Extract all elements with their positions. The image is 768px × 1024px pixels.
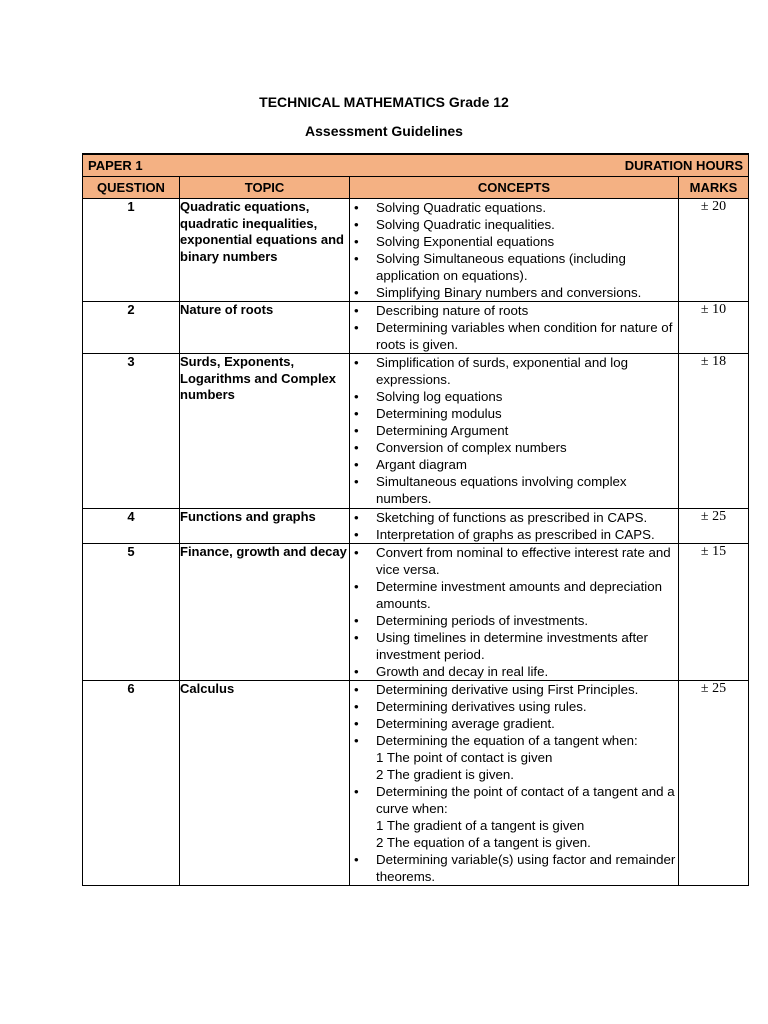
concept-item: • Determining average gradient. — [350, 715, 678, 732]
document-subtitle: Assessment Guidelines — [305, 123, 463, 139]
concept-text: Determining the point of contact of a tangent and a curve when: — [376, 784, 675, 816]
concept-subitem: 2 The gradient is given. — [376, 767, 514, 782]
table-row-q3 — [83, 354, 749, 509]
concept-item: • Determining Argument — [350, 422, 678, 439]
column-header-marks: MARKS — [679, 177, 749, 199]
marks-cell: ± 20 — [679, 199, 749, 302]
marks-cell: ± 25 — [679, 681, 749, 886]
table-row-q6 — [83, 681, 749, 886]
concept-item: • Sketching of functions as prescribed in CAPS. — [350, 509, 678, 526]
topic-cell: Surds, Exponents, Logarithms and Complex numbers — [180, 354, 350, 509]
marks-cell: ± 15 — [679, 544, 749, 681]
concept-item: • Convert from nominal to effective interest rate and vice versa. — [350, 544, 678, 578]
concepts-cell — [350, 509, 679, 544]
concept-item: • Using timelines in determine investments after investment period. — [350, 629, 678, 663]
concepts-cell — [350, 544, 679, 681]
concept-item: • Simplification of surds, exponential and log expressions. — [350, 354, 678, 388]
marks-cell: ± 18 — [679, 354, 749, 509]
concept-item: • Determining derivative using First Principles. — [350, 681, 678, 698]
topic-cell: Nature of roots — [180, 302, 350, 354]
question-number: 2 — [83, 302, 180, 354]
concept-item: • Determining modulus — [350, 405, 678, 422]
concepts-cell — [350, 302, 679, 354]
topic-cell: Quadratic equations, quadratic inequalities, exponential equations and binary numbers — [180, 199, 350, 302]
paper-header-row — [83, 154, 749, 177]
question-number: 4 — [83, 509, 180, 544]
topic-cell: Calculus — [180, 681, 350, 886]
concept-item: • Conversion of complex numbers — [350, 439, 678, 456]
concept-item: • Determining variables when condition for nature of roots is given. — [350, 319, 678, 353]
concept-item: • Describing nature of roots — [350, 302, 678, 319]
marks-cell: ± 10 — [679, 302, 749, 354]
column-header-topic: TOPIC — [180, 177, 350, 199]
concept-item: • Solving log equations — [350, 388, 678, 405]
question-number: 3 — [83, 354, 180, 509]
column-header-question: QUESTION — [83, 177, 180, 199]
question-number: 5 — [83, 544, 180, 681]
concept-item: • Solving Exponential equations — [350, 233, 678, 250]
concept-text: Determining the equation of a tangent when: — [376, 733, 638, 748]
marks-cell: ± 25 — [679, 509, 749, 544]
concept-item: • Determining derivatives using rules. — [350, 698, 678, 715]
concept-item: • Simultaneous equations involving complex numbers. — [350, 473, 678, 507]
table-row-q4 — [83, 509, 749, 544]
duration-label: DURATION HOURS — [624, 158, 743, 173]
question-number: 1 — [83, 199, 180, 302]
question-number: 6 — [83, 681, 180, 886]
concept-item: • Solving Simultaneous equations (including application on equations). — [350, 250, 678, 284]
concept-item: • Determining variable(s) using factor and remainder theorems. — [350, 851, 678, 885]
concept-item: • Determine investment amounts and depreciation amounts. — [350, 578, 678, 612]
paper-label: PAPER 1 — [88, 158, 143, 173]
concept-subitem: 2 The equation of a tangent is given. — [376, 835, 591, 850]
concept-item: • Solving Quadratic inequalities. — [350, 216, 678, 233]
column-header-concepts: CONCEPTS — [350, 177, 679, 199]
concept-item — [350, 783, 678, 851]
column-header-row — [83, 177, 749, 199]
concept-item: • Solving Quadratic equations. — [350, 199, 678, 216]
concept-item: • Growth and decay in real life. — [350, 663, 678, 680]
concept-item: • Interpretation of graphs as prescribed in CAPS. — [350, 526, 678, 543]
concepts-cell — [350, 354, 679, 509]
concept-subitem: 1 The gradient of a tangent is given — [376, 818, 585, 833]
table-row-q5 — [83, 544, 749, 681]
topic-cell: Functions and graphs — [180, 509, 350, 544]
concept-item: • Determining periods of investments. — [350, 612, 678, 629]
assessment-table — [82, 153, 749, 886]
table-row-q1 — [83, 199, 749, 302]
table-row-q2 — [83, 302, 749, 354]
topic-cell: Finance, growth and decay — [180, 544, 350, 681]
concept-item: • Argant diagram — [350, 456, 678, 473]
document-title: TECHNICAL MATHEMATICS Grade 12 — [259, 94, 509, 110]
concept-item — [350, 732, 678, 783]
concepts-cell — [350, 681, 679, 886]
concepts-cell — [350, 199, 679, 302]
concept-subitem: 1 The point of contact is given — [376, 750, 553, 765]
concept-item: • Simplifying Binary numbers and conversions. — [350, 284, 678, 301]
